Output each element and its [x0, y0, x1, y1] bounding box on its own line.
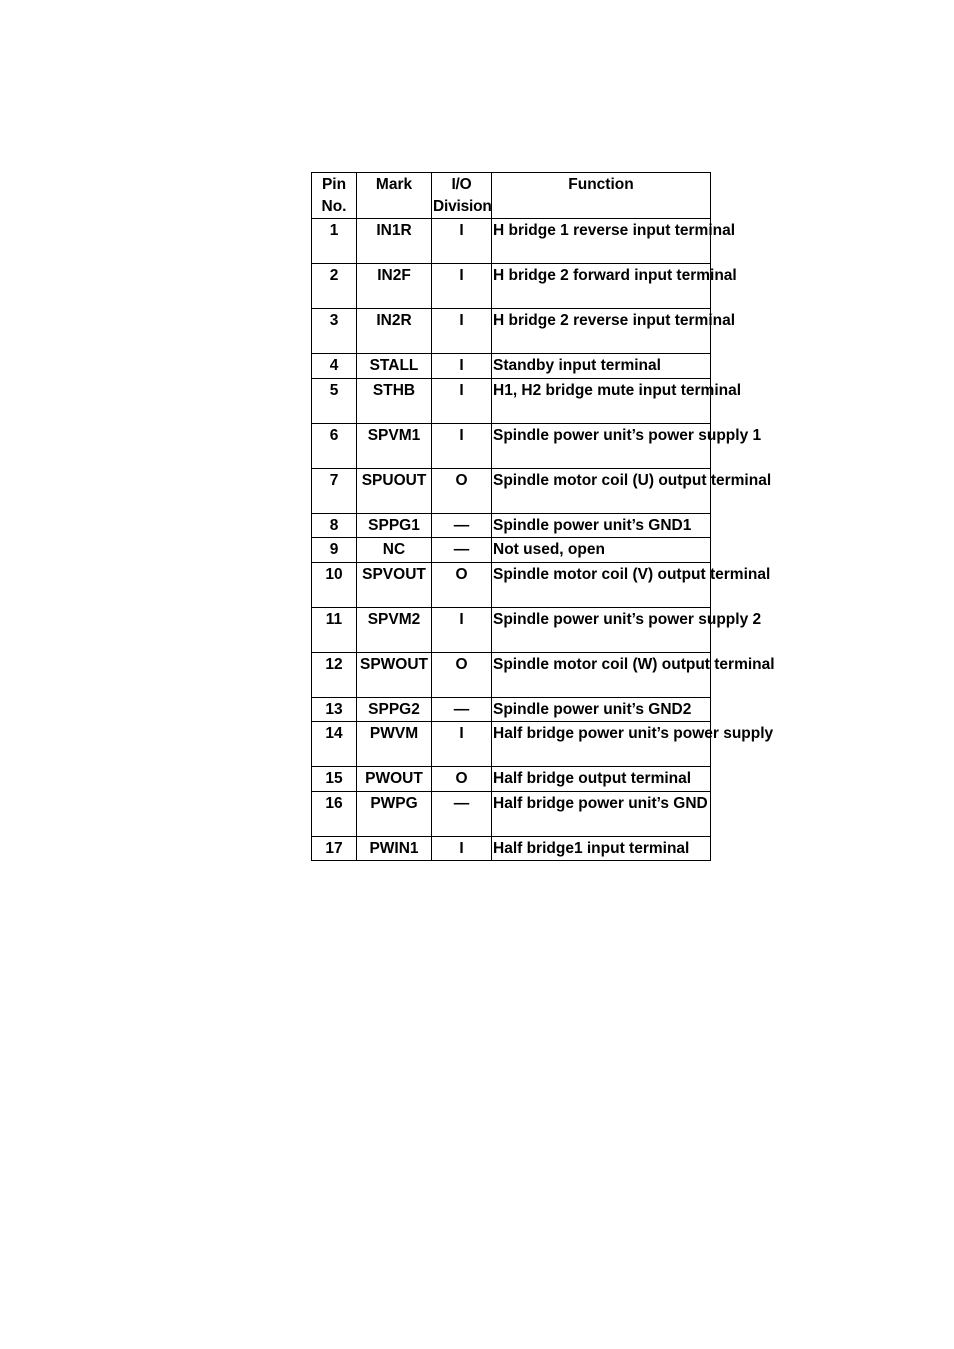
pin-mark-cell: IN2F — [357, 264, 432, 309]
pin-number-cell: 7 — [312, 468, 357, 513]
pin-mark-cell: STHB — [357, 378, 432, 423]
pin-mark-cell: STALL — [357, 354, 432, 379]
table-row — [312, 309, 711, 354]
pin-function-cell: Half bridge1 input terminal — [492, 836, 711, 861]
io-division-cell: I — [432, 354, 492, 379]
pin-number-cell: 11 — [312, 607, 357, 652]
pin-mark-cell: SPUOUT — [357, 468, 432, 513]
pin-function-cell: Spindle motor coil (W) output terminal — [492, 652, 711, 697]
pin-function-cell: Spindle motor coil (V) output terminal — [492, 562, 711, 607]
pin-number-cell: 16 — [312, 791, 357, 836]
io-division-cell: — — [432, 538, 492, 563]
io-division-cell: I — [432, 607, 492, 652]
header-function: Function — [492, 173, 711, 219]
io-division-cell: I — [432, 722, 492, 767]
table-body — [312, 219, 775, 861]
io-division-cell: — — [432, 791, 492, 836]
table-row — [312, 538, 711, 563]
pin-mark-cell: NC — [357, 538, 432, 563]
pin-number-cell: 17 — [312, 836, 357, 861]
pin-number-cell: 4 — [312, 354, 357, 379]
pin-number-cell: 15 — [312, 767, 357, 792]
table-row — [312, 354, 711, 379]
table-row — [312, 652, 711, 697]
table-row — [312, 791, 711, 836]
table-row — [312, 423, 711, 468]
pin-mark-cell: PWOUT — [357, 767, 432, 792]
io-division-cell: I — [432, 309, 492, 354]
table-row — [312, 697, 711, 722]
table-row — [312, 219, 711, 264]
header-pin-no: Pin No. — [312, 173, 357, 219]
pin-function-cell: H bridge 2 forward input terminal — [492, 264, 711, 309]
pin-number-cell: 6 — [312, 423, 357, 468]
pin-mark-cell: PWVM — [357, 722, 432, 767]
pin-number-cell: 14 — [312, 722, 357, 767]
pin-function-cell: Standby input terminal — [492, 354, 711, 379]
pin-function-cell: Half bridge power unit’s GND — [492, 791, 711, 836]
table-row — [312, 378, 711, 423]
header-mark: Mark — [357, 173, 432, 219]
pin-number-cell: 13 — [312, 697, 357, 722]
table-row — [312, 468, 711, 513]
io-division-cell: I — [432, 836, 492, 861]
pin-mark-cell: SPWOUT — [357, 652, 432, 697]
table-row — [312, 562, 711, 607]
table-row — [312, 836, 711, 861]
pin-mark-cell: SPVOUT — [357, 562, 432, 607]
pin-number-cell: 9 — [312, 538, 357, 563]
table-row — [312, 607, 711, 652]
pin-mark-cell: SPPG2 — [357, 697, 432, 722]
pin-function-cell: H bridge 1 reverse input terminal — [492, 219, 711, 264]
io-division-cell: O — [432, 652, 492, 697]
pin-mark-cell: SPVM1 — [357, 423, 432, 468]
pin-function-cell: Half bridge output terminal — [492, 767, 711, 792]
pin-function-cell: Spindle power unit’s GND1 — [492, 513, 711, 538]
pin-mark-cell: IN1R — [357, 219, 432, 264]
pin-number-cell: 8 — [312, 513, 357, 538]
pin-mark-cell: PWPG — [357, 791, 432, 836]
table-row — [312, 767, 711, 792]
pin-mark-cell: PWIN1 — [357, 836, 432, 861]
pin-number-cell: 1 — [312, 219, 357, 264]
pin-function-table — [311, 172, 775, 861]
table-row — [312, 513, 711, 538]
io-division-cell: I — [432, 423, 492, 468]
pin-number-cell: 5 — [312, 378, 357, 423]
pin-function-cell: Spindle power unit’s power supply 1 — [492, 423, 711, 468]
pin-function-cell: Spindle power unit’s power supply 2 — [492, 607, 711, 652]
pin-function-cell: Spindle power unit’s GND2 — [492, 697, 711, 722]
pin-number-cell: 12 — [312, 652, 357, 697]
table-row — [312, 722, 711, 767]
io-division-cell: O — [432, 562, 492, 607]
pin-function-cell: Not used, open — [492, 538, 711, 563]
pin-function-cell: H1, H2 bridge mute input terminal — [492, 378, 711, 423]
table-header-row — [312, 173, 711, 219]
pin-function-cell: Spindle motor coil (U) output terminal — [492, 468, 711, 513]
pin-mark-cell: SPPG1 — [357, 513, 432, 538]
io-division-cell: — — [432, 513, 492, 538]
pin-mark-cell: IN2R — [357, 309, 432, 354]
pin-function-cell: H bridge 2 reverse input terminal — [492, 309, 711, 354]
pin-mark-cell: SPVM2 — [357, 607, 432, 652]
io-division-cell: O — [432, 468, 492, 513]
pin-number-cell: 3 — [312, 309, 357, 354]
pin-function-cell: Half bridge power unit’s power supply — [492, 722, 711, 767]
header-io-division: I/O Division — [432, 173, 492, 219]
io-division-cell: I — [432, 264, 492, 309]
io-division-cell: — — [432, 697, 492, 722]
io-division-cell: I — [432, 219, 492, 264]
pin-number-cell: 10 — [312, 562, 357, 607]
pin-number-cell: 2 — [312, 264, 357, 309]
io-division-cell: O — [432, 767, 492, 792]
table-row — [312, 264, 711, 309]
io-division-cell: I — [432, 378, 492, 423]
